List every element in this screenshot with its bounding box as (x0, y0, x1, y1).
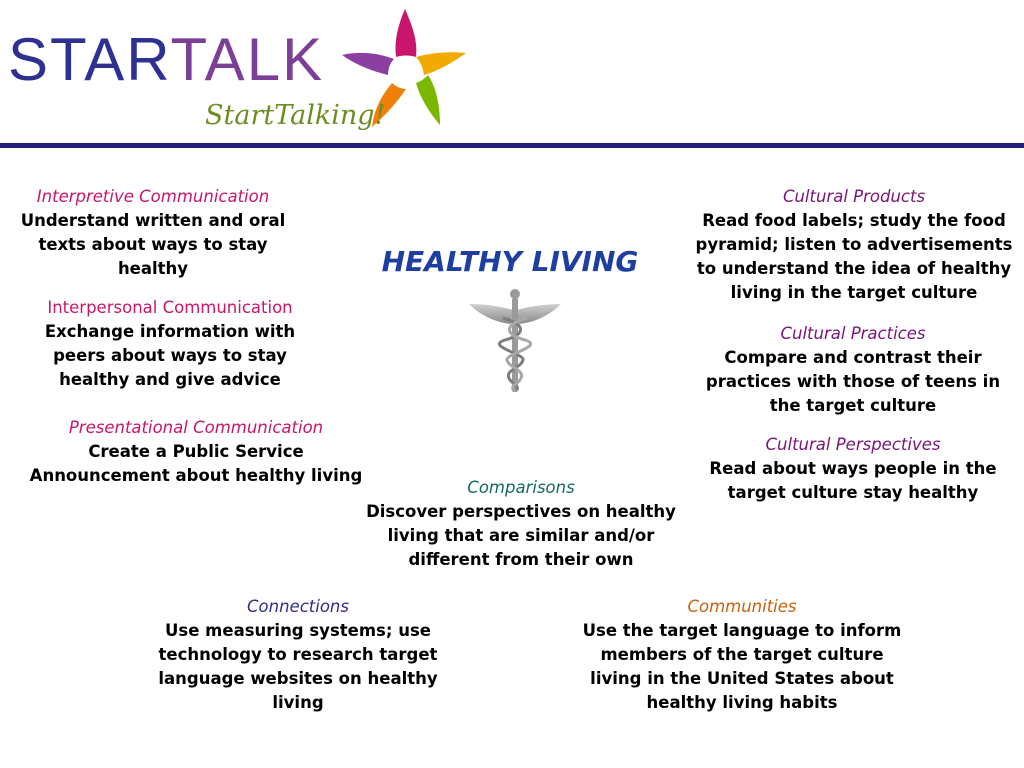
startalk-logo-text (8, 26, 325, 93)
header-divider (0, 143, 1024, 148)
presentational-body: Create a Public Service Announcement about healthy living (29, 442, 363, 485)
comparisons-body: Discover perspectives on healthy living that are similar and/or different from their own (366, 502, 676, 569)
presentational-heading: Presentational Communication (68, 418, 324, 437)
startalk-tagline: StartTalking! (205, 100, 386, 131)
cultural-products-body: Read food labels; study the food pyramid; listen to advertisements to understand the idea of healthy living in the target culture (695, 211, 1013, 302)
cultural-practices (700, 322, 1006, 418)
cultural-products (694, 185, 1014, 305)
caduceus-icon (465, 288, 565, 398)
communities-body: Use the target language to inform members of the target culture living in the United States about healthy living habits (582, 621, 902, 712)
cultural-practices-heading: Cultural Practices (780, 324, 926, 343)
connections-heading: Connections (247, 597, 349, 616)
logo-talk-word: TALK (170, 26, 325, 93)
cultural-practices-body: Compare and contrast their practices with those of teens in the target culture (705, 348, 1001, 415)
cultural-products-heading: Cultural Products (782, 187, 926, 206)
communities-heading: Communities (687, 597, 797, 616)
connections-body: Use measuring systems; use technology to research target language websites on healthy living (158, 621, 438, 712)
cultural-perspectives-heading: Cultural Perspectives (765, 435, 941, 454)
header (0, 0, 1024, 146)
interpersonal-communication (22, 296, 318, 392)
comparisons (362, 476, 680, 572)
interpretive-body: Understand written and oral texts about ways to stay healthy (20, 211, 286, 278)
page-title: HEALTHY LIVING (381, 245, 639, 278)
presentational-communication (26, 416, 366, 488)
logo-star-word: STAR (8, 26, 171, 93)
cultural-perspectives (702, 433, 1004, 505)
interpretive-communication (10, 185, 296, 281)
comparisons-heading: Comparisons (467, 478, 575, 497)
connections (150, 595, 446, 715)
cultural-perspectives-body: Read about ways people in the target culture stay healthy (709, 459, 997, 502)
communities (578, 595, 906, 715)
interpersonal-heading: Interpersonal Communication (47, 298, 293, 317)
interpretive-heading: Interpretive Communication (36, 187, 270, 206)
interpersonal-body: Exchange information with peers about ways to stay healthy and give advice (44, 322, 296, 389)
